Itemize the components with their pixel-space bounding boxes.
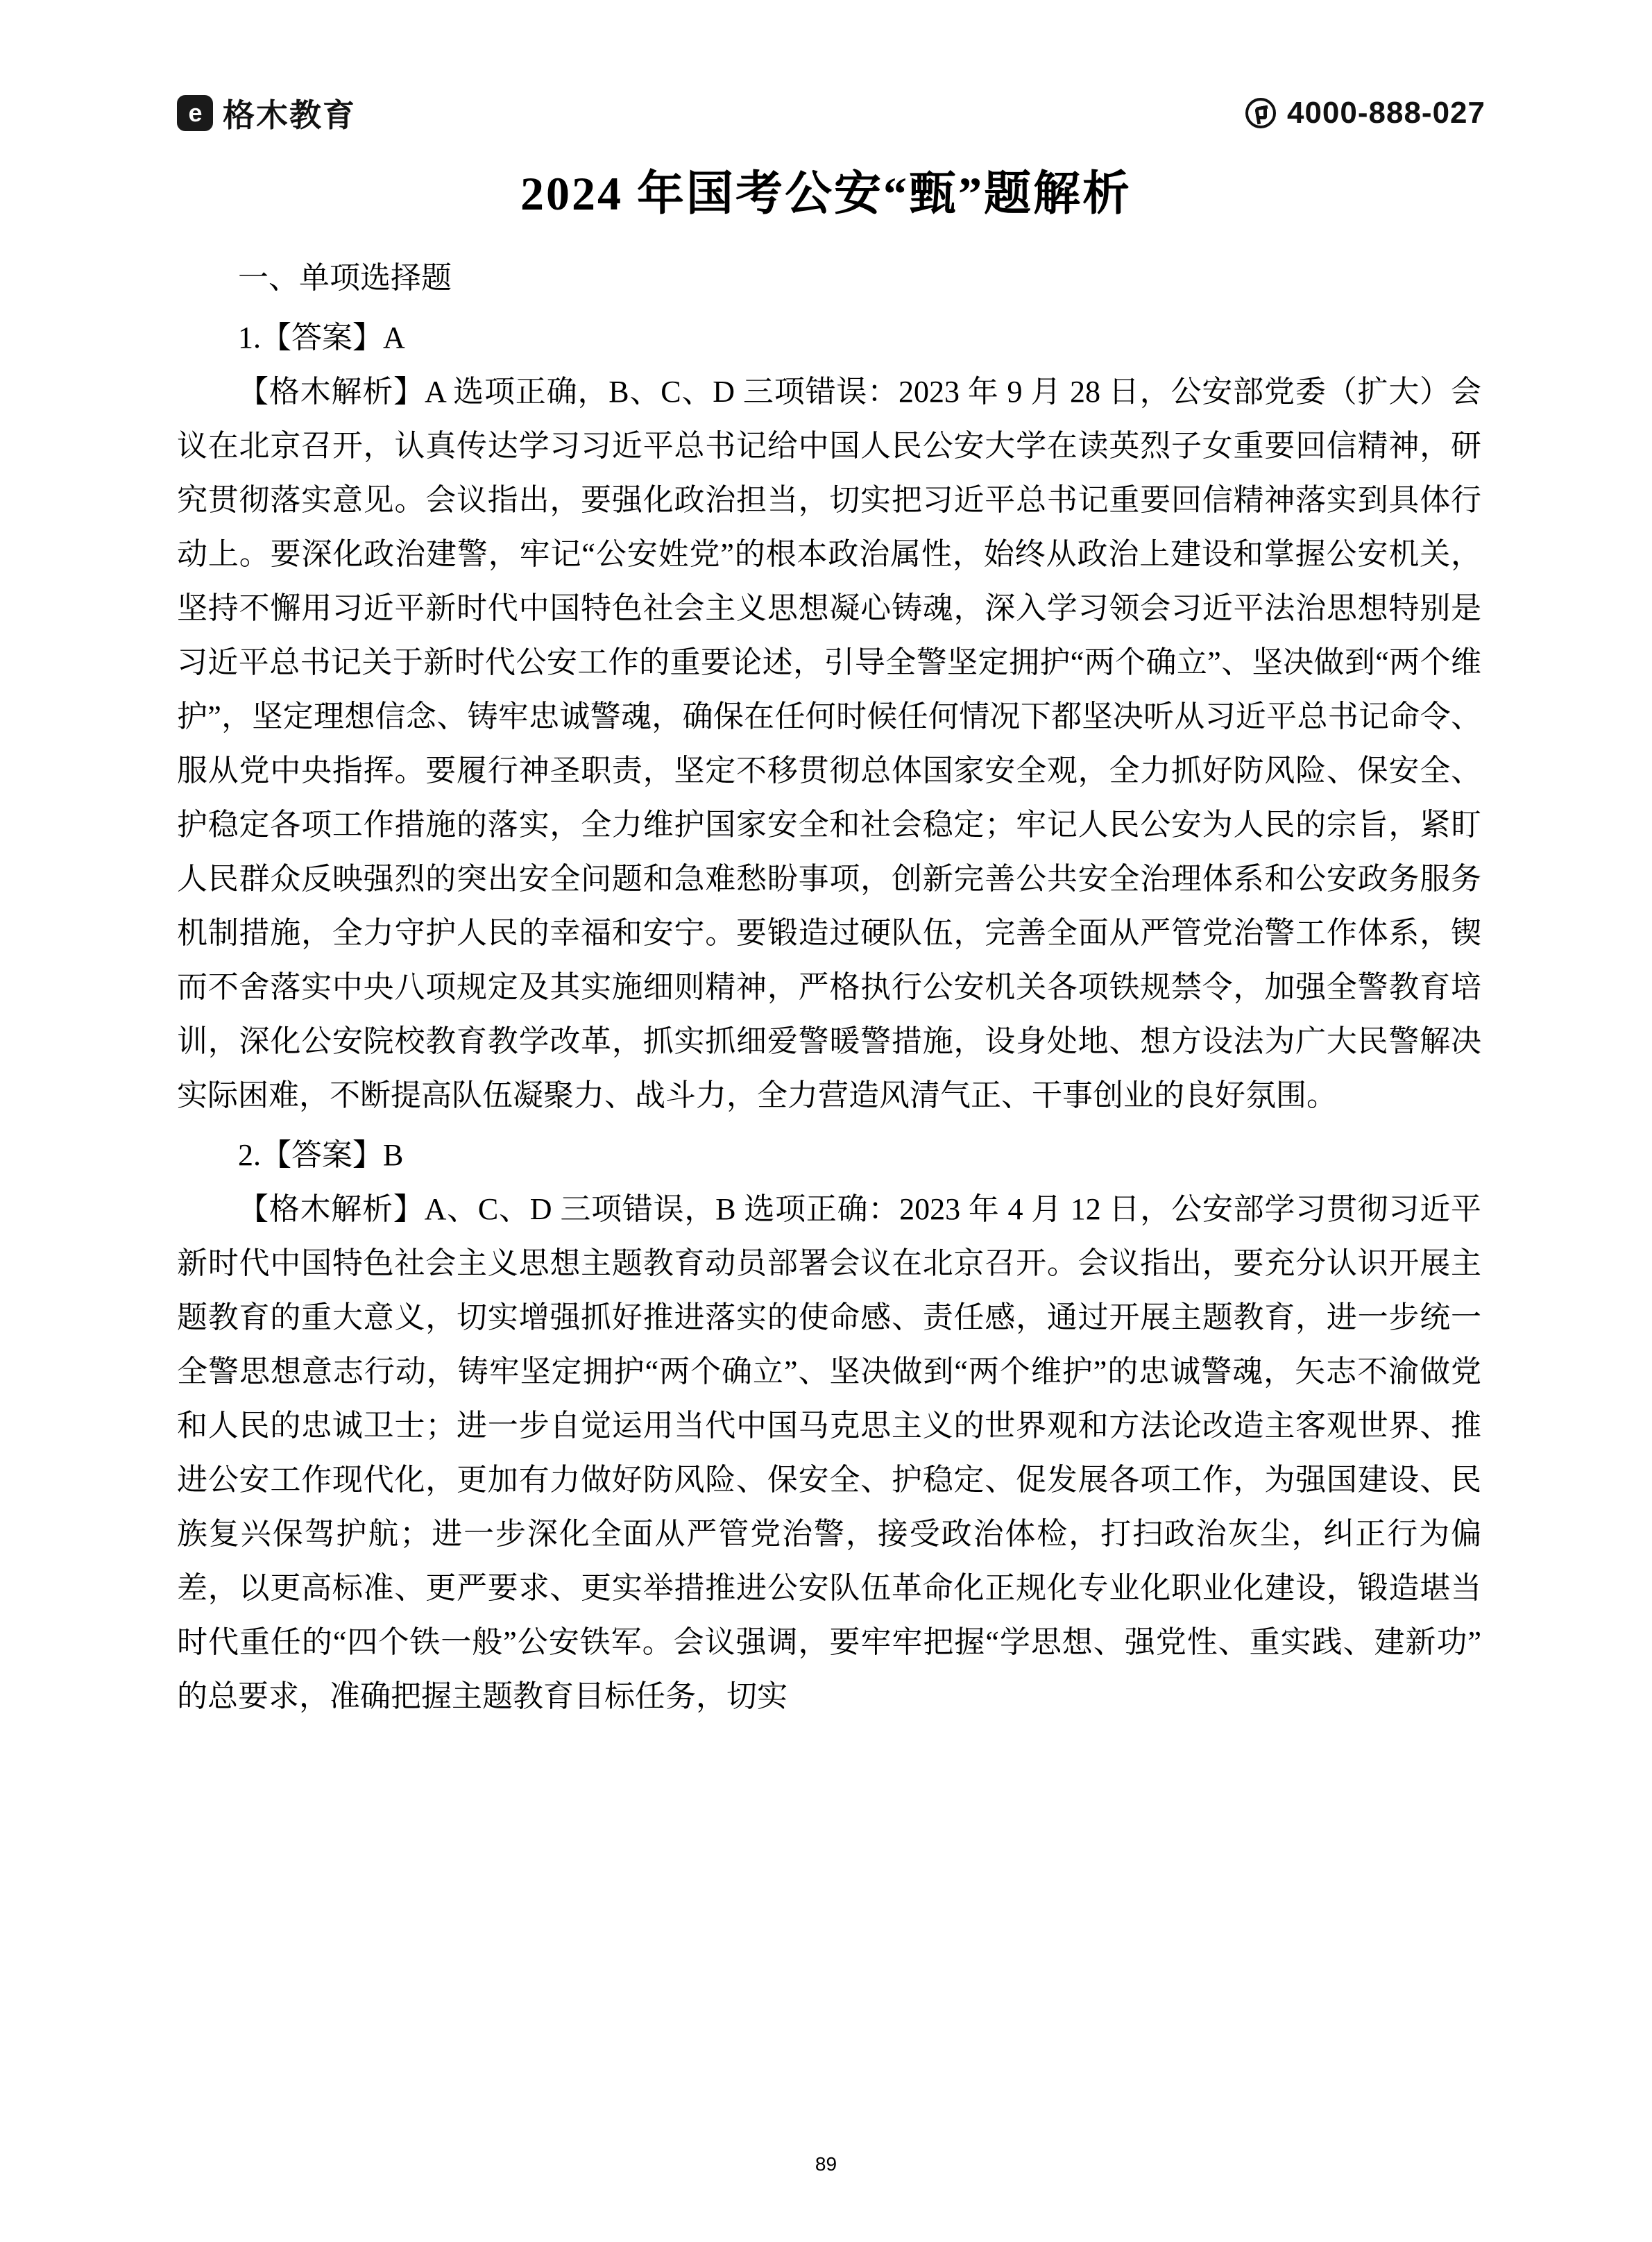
analysis-paragraph-1: 【格木解析】A 选项正确，B、C、D 三项错误：2023 年 9 月 28 日，公安部党委（扩大）会议在北京召开，认真传达学习习近平总书记给中国人民公安大学在读英烈子女重要回信精神，研究贯彻落实意见。会议指出，要强化政治担当，切实把习近平总书记重要回信精神落实到具体行动上。要深化政治建警，牢记“公安姓党”的根本政治属性，始终从政治上建设和掌握公安机关，坚持不懈用习近平新时代中国特色社会主义思想凝心铸魂，深入学习领会习近平法治思想特别是习近平总书记关于新时代公安工作的重要论述，引导全警坚定拥护“两个确立”、坚决做到“两个维护”，坚定理想信念、铸牢忠诚警魂，确保在任何时候任何情况下都坚决听从习近平总书记命令、服从党中央指挥。要履行神圣职责，坚定不移贯彻总体国家安全观，全力抓好防风险、保安全、护稳定各项工作措施的落实，全力维护国家安全和社会稳定；牢记人民公安为人民的宗旨，紧盯人民群众反映强烈的突出安全问题和急难愁盼事项，创新完善公共安全治理体系和公安政务服务机制措施，全力守护人民的幸福和安宁。要锻造过硬队伍，完善全面从严管党治警工作体系，锲而不舍落实中央八项规定及其实施细则精神，严格执行公安机关各项铁规禁令，加强全警教育培训，深化公安院校教育教学改革，抓实抓细爱警暖警措施，设身处地、想方设法为广大民警解决实际困难，不断提高队伍凝聚力、战斗力，全力营造风清气正、干事创业的良好氛围。 <box>177 375 1481 1112</box>
page-header <box>177 82 1485 144</box>
answer-label-1: 1.【答案】A <box>238 321 405 355</box>
phone-icon <box>1245 98 1276 128</box>
section-heading: 一、单项选择题 <box>238 261 452 295</box>
page-number: 89 <box>815 2153 837 2175</box>
hotline <box>1245 96 1485 130</box>
document-body <box>177 236 1481 1724</box>
brand-logo <box>177 90 356 136</box>
logo-mark-icon: e <box>177 95 213 131</box>
answer-label-2: 2.【答案】B <box>238 1138 404 1172</box>
hotline-number: 4000-888-027 <box>1286 96 1485 130</box>
analysis-paragraph-2: 【格木解析】A、C、D 三项错误，B 选项正确：2023 年 4 月 12 日，公安部学习贯彻习近平新时代中国特色社会主义思想主题教育动员部署会议在北京召开。会议指出，要充分认识开展主题教育的重大意义，切实增强抓好推进落实的使命感、责任感，通过开展主题教育，进一步统一全警思想意志行动，铸牢坚定拥护“两个确立”、坚决做到“两个维护”的忠诚警魂，矢志不渝做党和人民的忠诚卫士；进一步自觉运用当代中国马克思主义的世界观和方法论改造主客观世界、推进公安工作现代化，更加有力做好防风险、保安全、护稳定、促发展各项工作，为强国建设、民族复兴保驾护航；进一步深化全面从严管党治警，接受政治体检，打扫政治灰尘，纠正行为偏差，以更高标准、更严要求、更实举措推进公安队伍革命化正规化专业化职业化建设，锻造堪当时代重任的“四个铁一般”公安铁军。会议强调，要牢牢把握“学思想、强党性、重实践、建新功”的总要求，准确把握主题教育目标任务，切实 <box>177 1192 1481 1713</box>
page-title: 2024 年国考公安“甄”题解析 <box>520 167 1132 220</box>
brand-name: 格木教育 <box>223 97 356 133</box>
